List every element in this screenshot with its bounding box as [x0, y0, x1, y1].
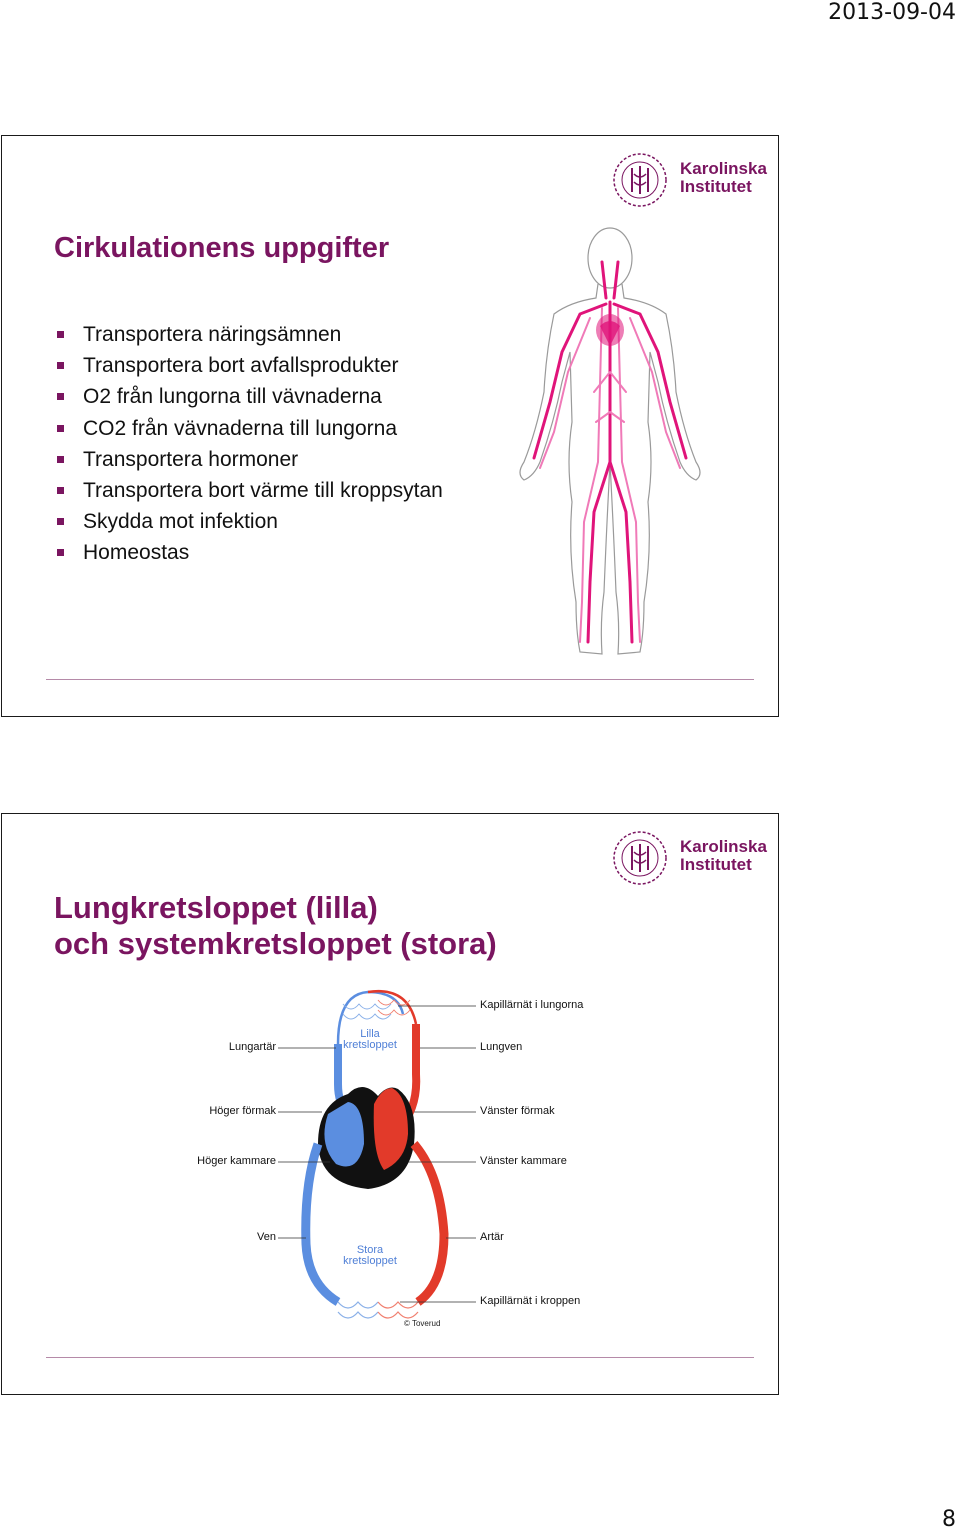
slide-circulation-functions: [1, 135, 779, 717]
small-loop-line2: kretsloppet: [343, 1039, 397, 1051]
bullet-item: Transportera näringsämnen: [54, 319, 443, 350]
bullet-item: Skydda mot infektion: [54, 506, 443, 537]
footer-divider: [46, 679, 754, 680]
bullet-item: Transportera hormoner: [54, 444, 443, 475]
label-lungven: Lungven: [480, 1041, 523, 1053]
label-kapillar-lungor: Kapillärnät i lungorna: [480, 999, 584, 1011]
ki-seal-icon: [610, 826, 674, 890]
label-kapillar-kropp: Kapillärnät i kroppen: [480, 1295, 581, 1307]
karolinska-logo: [610, 826, 770, 890]
logo-line1: Karolinska: [680, 837, 767, 856]
slide-pulmonary-systemic-circulation: [1, 813, 779, 1395]
diagram-copyright: © Toverud: [404, 1319, 441, 1328]
footer-divider: [46, 1357, 754, 1358]
logo-line2: Institutet: [680, 177, 752, 196]
label-vanster-kammare: Vänster kammare: [480, 1155, 567, 1167]
page-number: 8: [942, 1507, 956, 1532]
small-loop-line1: Lilla: [360, 1028, 380, 1040]
logo-wordmark: [680, 838, 767, 874]
logo-wordmark: [680, 160, 767, 196]
bullet-item: Transportera bort avfallsprodukter: [54, 350, 443, 381]
bullet-item: Transportera bort värme till kroppsytan: [54, 475, 443, 506]
slide-title: [54, 890, 497, 962]
label-ven: Ven: [257, 1231, 276, 1243]
human-vascular-system-illustration: [510, 222, 710, 662]
bullet-item: O2 från lungorna till vävnaderna: [54, 381, 443, 412]
ki-seal-icon: [610, 148, 674, 212]
logo-line1: Karolinska: [680, 159, 767, 178]
label-artar: Artär: [480, 1231, 504, 1243]
bullet-list: [54, 319, 443, 569]
bullet-item: CO2 från vävnaderna till lungorna: [54, 413, 443, 444]
slide-title: Cirkulationens uppgifter: [54, 232, 390, 264]
karolinska-logo: [610, 148, 770, 212]
page-date: 2013-09-04: [828, 0, 956, 25]
label-hoger-kammare: Höger kammare: [197, 1155, 276, 1167]
bullet-item: Homeostas: [54, 537, 443, 568]
label-hoger-formak: Höger förmak: [209, 1105, 276, 1117]
slide-title-line1: Lungkretsloppet (lilla): [54, 890, 378, 925]
large-loop-label: [336, 1245, 404, 1267]
label-lungartar: Lungartär: [228, 1041, 276, 1053]
slide-title-line2: och systemkretsloppet (stora): [54, 926, 497, 961]
label-vanster-formak: Vänster förmak: [480, 1105, 555, 1117]
large-loop-line2: kretsloppet: [343, 1255, 397, 1267]
logo-line2: Institutet: [680, 855, 752, 874]
large-loop-line1: Stora: [356, 1244, 384, 1256]
small-loop-label: [338, 1029, 402, 1051]
